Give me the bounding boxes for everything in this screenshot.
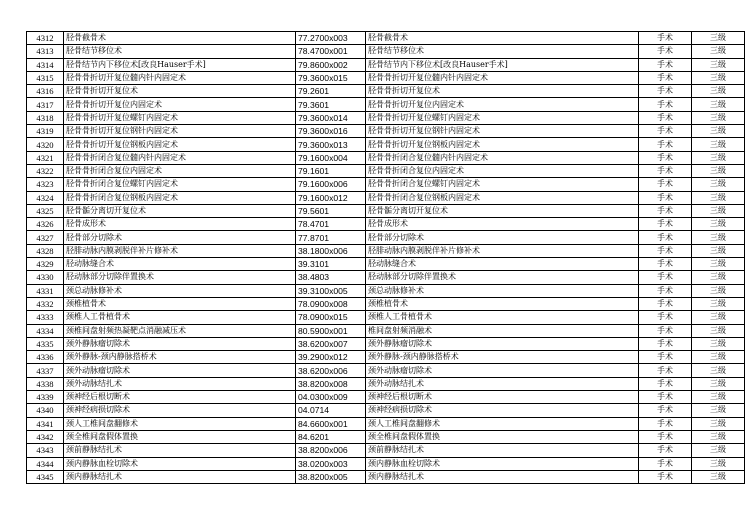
procedure-name-standard-cell: 胫骨骨折切开复位螺钉内固定术 bbox=[366, 111, 639, 124]
table-row bbox=[27, 32, 745, 45]
table-row bbox=[27, 284, 745, 297]
procedure-level-cell: 三级 bbox=[692, 417, 745, 430]
procedure-level-cell: 三级 bbox=[692, 164, 745, 177]
procedure-name-standard-cell: 颈内静脉结扎术 bbox=[366, 470, 639, 483]
row-number-cell: 4330 bbox=[27, 271, 64, 284]
procedure-name-standard-cell: 颈总动脉修补术 bbox=[366, 284, 639, 297]
procedure-type-cell: 手术 bbox=[639, 98, 692, 111]
procedure-name-standard-cell: 颈椎人工骨植骨术 bbox=[366, 311, 639, 324]
procedure-name-standard-cell: 胫骨结节移位术 bbox=[366, 45, 639, 58]
procedure-type-cell: 手术 bbox=[639, 218, 692, 231]
procedure-name-standard-cell: 胫骨骨折闭合复位内固定术 bbox=[366, 164, 639, 177]
procedure-type-cell: 手术 bbox=[639, 391, 692, 404]
row-number-cell: 4313 bbox=[27, 45, 64, 58]
table-row bbox=[27, 98, 745, 111]
procedure-level-cell: 三级 bbox=[692, 391, 745, 404]
procedure-name-standard-cell: 胫骨骨折闭合复位螺钉内固定术 bbox=[366, 178, 639, 191]
procedure-code-cell: 79.3600x016 bbox=[296, 125, 366, 138]
procedure-level-cell: 三级 bbox=[692, 364, 745, 377]
procedure-code-cell: 78.0900x015 bbox=[296, 311, 366, 324]
procedure-level-cell: 三级 bbox=[692, 377, 745, 390]
row-number-cell: 4332 bbox=[27, 297, 64, 310]
procedure-type-cell: 手术 bbox=[639, 125, 692, 138]
procedure-code-cell: 39.3101 bbox=[296, 258, 366, 271]
table-row bbox=[27, 430, 745, 443]
procedure-level-cell: 三级 bbox=[692, 204, 745, 217]
row-number-cell: 4340 bbox=[27, 404, 64, 417]
procedure-name-cell: 胫骨骨折切开复位髓内针内固定术 bbox=[64, 71, 296, 84]
table-row bbox=[27, 470, 745, 483]
procedure-level-cell: 三级 bbox=[692, 178, 745, 191]
procedure-name-cell: 胫骨骨折闭合复位螺钉内固定术 bbox=[64, 178, 296, 191]
procedure-name-standard-cell: 胫骨骨折切开复位内固定术 bbox=[366, 98, 639, 111]
procedure-level-cell: 三级 bbox=[692, 297, 745, 310]
procedure-type-cell: 手术 bbox=[639, 164, 692, 177]
procedure-level-cell: 三级 bbox=[692, 271, 745, 284]
row-number-cell: 4312 bbox=[27, 32, 64, 45]
procedure-code-cell: 78.4701 bbox=[296, 218, 366, 231]
procedure-name-cell: 胫骨骨折切开复位钢板内固定术 bbox=[64, 138, 296, 151]
procedure-name-cell: 胫动脉部分切除伴置换术 bbox=[64, 271, 296, 284]
procedure-name-standard-cell: 椎间盘射频消融术 bbox=[366, 324, 639, 337]
procedure-name-cell: 颈全椎间盘假体置换 bbox=[64, 430, 296, 443]
procedure-code-cell: 78.4700x001 bbox=[296, 45, 366, 58]
procedure-level-cell: 三级 bbox=[692, 470, 745, 483]
procedure-type-cell: 手术 bbox=[639, 85, 692, 98]
procedure-name-standard-cell: 颈全椎间盘假体置换 bbox=[366, 430, 639, 443]
procedure-code-cell: 38.8200x008 bbox=[296, 377, 366, 390]
procedure-code-cell: 80.5900x001 bbox=[296, 324, 366, 337]
procedure-name-standard-cell: 颈椎植骨术 bbox=[366, 297, 639, 310]
row-number-cell: 4321 bbox=[27, 151, 64, 164]
procedure-name-cell: 胫骨骨折闭合复位内固定术 bbox=[64, 164, 296, 177]
procedure-type-cell: 手术 bbox=[639, 324, 692, 337]
procedure-name-standard-cell: 胫动脉缝合术 bbox=[366, 258, 639, 271]
procedure-type-cell: 手术 bbox=[639, 138, 692, 151]
table-row bbox=[27, 58, 745, 71]
row-number-cell: 4320 bbox=[27, 138, 64, 151]
procedure-code-cell: 04.0714 bbox=[296, 404, 366, 417]
procedure-code-cell: 38.8200x006 bbox=[296, 444, 366, 457]
procedure-code-cell: 79.1600x006 bbox=[296, 178, 366, 191]
procedure-type-cell: 手术 bbox=[639, 284, 692, 297]
procedure-name-cell: 胫骨骨折切开复位钢针内固定术 bbox=[64, 125, 296, 138]
procedure-name-standard-cell: 颈内静脉血栓切除术 bbox=[366, 457, 639, 470]
procedure-name-standard-cell: 胫骨骨折闭合复位髓内针内固定术 bbox=[366, 151, 639, 164]
table-row bbox=[27, 138, 745, 151]
table-row bbox=[27, 231, 745, 244]
procedure-level-cell: 三级 bbox=[692, 111, 745, 124]
table-row bbox=[27, 178, 745, 191]
table-row bbox=[27, 297, 745, 310]
table-row bbox=[27, 244, 745, 257]
procedure-type-cell: 手术 bbox=[639, 364, 692, 377]
row-number-cell: 4344 bbox=[27, 457, 64, 470]
procedure-type-cell: 手术 bbox=[639, 470, 692, 483]
row-number-cell: 4345 bbox=[27, 470, 64, 483]
procedure-level-cell: 三级 bbox=[692, 244, 745, 257]
table-row bbox=[27, 125, 745, 138]
procedure-name-cell: 胫骨骨折切开复位螺钉内固定术 bbox=[64, 111, 296, 124]
procedure-type-cell: 手术 bbox=[639, 258, 692, 271]
procedure-name-cell: 颈内静脉结扎术 bbox=[64, 470, 296, 483]
procedure-name-standard-cell: 胫骨截骨术 bbox=[366, 32, 639, 45]
row-number-cell: 4325 bbox=[27, 204, 64, 217]
procedure-code-cell: 84.6600x001 bbox=[296, 417, 366, 430]
row-number-cell: 4342 bbox=[27, 430, 64, 443]
procedure-type-cell: 手术 bbox=[639, 457, 692, 470]
table-row bbox=[27, 271, 745, 284]
procedure-name-standard-cell: 颈神经病损切除术 bbox=[366, 404, 639, 417]
table-row bbox=[27, 45, 745, 58]
procedure-level-cell: 三级 bbox=[692, 444, 745, 457]
procedure-name-cell: 胫骨骺分离切开复位术 bbox=[64, 204, 296, 217]
table-row bbox=[27, 258, 745, 271]
procedure-name-standard-cell: 颈外静脉瘤切除术 bbox=[366, 337, 639, 350]
row-number-cell: 4335 bbox=[27, 337, 64, 350]
procedure-type-cell: 手术 bbox=[639, 204, 692, 217]
procedure-type-cell: 手术 bbox=[639, 377, 692, 390]
procedure-name-cell: 胫骨部分切除术 bbox=[64, 231, 296, 244]
procedure-type-cell: 手术 bbox=[639, 417, 692, 430]
row-number-cell: 4314 bbox=[27, 58, 64, 71]
procedure-name-cell: 颈椎人工骨植骨术 bbox=[64, 311, 296, 324]
procedure-type-cell: 手术 bbox=[639, 444, 692, 457]
procedure-code-cell: 79.1601 bbox=[296, 164, 366, 177]
row-number-cell: 4339 bbox=[27, 391, 64, 404]
procedure-type-cell: 手术 bbox=[639, 178, 692, 191]
procedure-code-cell: 79.3601 bbox=[296, 98, 366, 111]
procedure-table bbox=[26, 31, 745, 484]
procedure-name-cell: 胫骨骨折闭合复位钢板内固定术 bbox=[64, 191, 296, 204]
row-number-cell: 4324 bbox=[27, 191, 64, 204]
table-row bbox=[27, 191, 745, 204]
table-row bbox=[27, 71, 745, 84]
table-row bbox=[27, 351, 745, 364]
procedure-name-standard-cell: 胫骨骨折切开复位髓内针内固定术 bbox=[366, 71, 639, 84]
row-number-cell: 4317 bbox=[27, 98, 64, 111]
row-number-cell: 4331 bbox=[27, 284, 64, 297]
procedure-type-cell: 手术 bbox=[639, 32, 692, 45]
procedure-name-standard-cell: 胫骨结节内下移位术[改良Hauser手术] bbox=[366, 58, 639, 71]
procedure-name-cell: 颈前静脉结扎术 bbox=[64, 444, 296, 457]
procedure-name-standard-cell: 胫动脉部分切除伴置换术 bbox=[366, 271, 639, 284]
procedure-code-cell: 84.6201 bbox=[296, 430, 366, 443]
procedure-type-cell: 手术 bbox=[639, 337, 692, 350]
procedure-name-standard-cell: 颈外动脉瘤切除术 bbox=[366, 364, 639, 377]
procedure-name-cell: 颈神经后根切断术 bbox=[64, 391, 296, 404]
procedure-type-cell: 手术 bbox=[639, 71, 692, 84]
procedure-code-cell: 39.2900x012 bbox=[296, 351, 366, 364]
procedure-name-cell: 颈外静脉-颈内静脉搭桥术 bbox=[64, 351, 296, 364]
procedure-type-cell: 手术 bbox=[639, 404, 692, 417]
procedure-name-standard-cell: 胫骨骨折切开复位术 bbox=[366, 85, 639, 98]
row-number-cell: 4316 bbox=[27, 85, 64, 98]
procedure-type-cell: 手术 bbox=[639, 151, 692, 164]
table-row bbox=[27, 377, 745, 390]
procedure-type-cell: 手术 bbox=[639, 430, 692, 443]
procedure-type-cell: 手术 bbox=[639, 191, 692, 204]
table-row bbox=[27, 111, 745, 124]
procedure-table-body bbox=[27, 32, 745, 484]
procedure-level-cell: 三级 bbox=[692, 85, 745, 98]
procedure-code-cell: 79.5601 bbox=[296, 204, 366, 217]
procedure-code-cell: 38.6200x007 bbox=[296, 337, 366, 350]
procedure-type-cell: 手术 bbox=[639, 244, 692, 257]
row-number-cell: 4319 bbox=[27, 125, 64, 138]
procedure-code-cell: 79.2601 bbox=[296, 85, 366, 98]
procedure-level-cell: 三级 bbox=[692, 151, 745, 164]
procedure-code-cell: 38.8200x005 bbox=[296, 470, 366, 483]
procedure-level-cell: 三级 bbox=[692, 324, 745, 337]
procedure-name-standard-cell: 胫骨骨折闭合复位钢板内固定术 bbox=[366, 191, 639, 204]
procedure-name-standard-cell: 胫骨骨折切开复位钢针内固定术 bbox=[366, 125, 639, 138]
procedure-name-cell: 胫骨结节内下移位术[改良Hauser手术] bbox=[64, 58, 296, 71]
procedure-type-cell: 手术 bbox=[639, 45, 692, 58]
procedure-code-cell: 38.4803 bbox=[296, 271, 366, 284]
procedure-name-cell: 颈外静脉瘤切除术 bbox=[64, 337, 296, 350]
procedure-name-cell: 颈外动脉结扎术 bbox=[64, 377, 296, 390]
procedure-type-cell: 手术 bbox=[639, 297, 692, 310]
row-number-cell: 4326 bbox=[27, 218, 64, 231]
procedure-level-cell: 三级 bbox=[692, 337, 745, 350]
table-row bbox=[27, 164, 745, 177]
row-number-cell: 4328 bbox=[27, 244, 64, 257]
procedure-code-cell: 79.3600x013 bbox=[296, 138, 366, 151]
procedure-code-cell: 79.3600x014 bbox=[296, 111, 366, 124]
procedure-code-cell: 79.1600x012 bbox=[296, 191, 366, 204]
table-row bbox=[27, 417, 745, 430]
procedure-code-cell: 77.2700x003 bbox=[296, 32, 366, 45]
procedure-name-cell: 颈人工椎间盘翻修术 bbox=[64, 417, 296, 430]
procedure-name-cell: 颈椎间盘射频热凝靶点消融减压术 bbox=[64, 324, 296, 337]
procedure-name-cell: 胫骨骨折切开复位术 bbox=[64, 85, 296, 98]
procedure-code-cell: 79.1600x004 bbox=[296, 151, 366, 164]
procedure-level-cell: 三级 bbox=[692, 218, 745, 231]
procedure-type-cell: 手术 bbox=[639, 58, 692, 71]
procedure-level-cell: 三级 bbox=[692, 404, 745, 417]
procedure-level-cell: 三级 bbox=[692, 457, 745, 470]
row-number-cell: 4338 bbox=[27, 377, 64, 390]
procedure-name-standard-cell: 胫骨部分切除术 bbox=[366, 231, 639, 244]
procedure-type-cell: 手术 bbox=[639, 111, 692, 124]
procedure-type-cell: 手术 bbox=[639, 231, 692, 244]
table-row bbox=[27, 364, 745, 377]
procedure-name-cell: 胫骨结节移位术 bbox=[64, 45, 296, 58]
table-row bbox=[27, 391, 745, 404]
procedure-level-cell: 三级 bbox=[692, 125, 745, 138]
procedure-level-cell: 三级 bbox=[692, 191, 745, 204]
row-number-cell: 4337 bbox=[27, 364, 64, 377]
procedure-level-cell: 三级 bbox=[692, 258, 745, 271]
procedure-name-standard-cell: 颈外静脉-颈内静脉搭桥术 bbox=[366, 351, 639, 364]
row-number-cell: 4336 bbox=[27, 351, 64, 364]
procedure-code-cell: 38.6200x006 bbox=[296, 364, 366, 377]
procedure-code-cell: 04.0300x009 bbox=[296, 391, 366, 404]
procedure-name-cell: 颈神经病损切除术 bbox=[64, 404, 296, 417]
procedure-code-cell: 77.8701 bbox=[296, 231, 366, 244]
row-number-cell: 4322 bbox=[27, 164, 64, 177]
row-number-cell: 4334 bbox=[27, 324, 64, 337]
procedure-name-cell: 颈内静脉血栓切除术 bbox=[64, 457, 296, 470]
procedure-level-cell: 三级 bbox=[692, 231, 745, 244]
table-row bbox=[27, 151, 745, 164]
row-number-cell: 4329 bbox=[27, 258, 64, 271]
procedure-name-standard-cell: 颈人工椎间盘翻修术 bbox=[366, 417, 639, 430]
row-number-cell: 4323 bbox=[27, 178, 64, 191]
procedure-level-cell: 三级 bbox=[692, 284, 745, 297]
procedure-level-cell: 三级 bbox=[692, 45, 745, 58]
procedure-name-cell: 颈外动脉瘤切除术 bbox=[64, 364, 296, 377]
row-number-cell: 4343 bbox=[27, 444, 64, 457]
procedure-level-cell: 三级 bbox=[692, 58, 745, 71]
table-row bbox=[27, 457, 745, 470]
procedure-name-cell: 颈椎植骨术 bbox=[64, 297, 296, 310]
table-row bbox=[27, 218, 745, 231]
table-row bbox=[27, 324, 745, 337]
procedure-name-cell: 胫动脉缝合术 bbox=[64, 258, 296, 271]
table-row bbox=[27, 337, 745, 350]
procedure-code-cell: 78.0900x008 bbox=[296, 297, 366, 310]
procedure-level-cell: 三级 bbox=[692, 311, 745, 324]
procedure-type-cell: 手术 bbox=[639, 351, 692, 364]
procedure-code-cell: 38.0200x003 bbox=[296, 457, 366, 470]
procedure-name-cell: 胫骨截骨术 bbox=[64, 32, 296, 45]
procedure-name-cell: 胫腓动脉内膜剥脱伴补片修补术 bbox=[64, 244, 296, 257]
procedure-level-cell: 三级 bbox=[692, 98, 745, 111]
procedure-name-cell: 颈总动脉修补术 bbox=[64, 284, 296, 297]
procedure-level-cell: 三级 bbox=[692, 430, 745, 443]
row-number-cell: 4327 bbox=[27, 231, 64, 244]
procedure-name-standard-cell: 颈神经后根切断术 bbox=[366, 391, 639, 404]
procedure-name-standard-cell: 胫腓动脉内膜剥脱伴补片修补术 bbox=[366, 244, 639, 257]
procedure-name-standard-cell: 胫骨成形术 bbox=[366, 218, 639, 231]
table-row bbox=[27, 85, 745, 98]
procedure-code-cell: 79.8600x002 bbox=[296, 58, 366, 71]
procedure-name-cell: 胫骨骨折闭合复位髓内针内固定术 bbox=[64, 151, 296, 164]
table-row bbox=[27, 404, 745, 417]
table-row bbox=[27, 204, 745, 217]
procedure-code-cell: 79.3600x015 bbox=[296, 71, 366, 84]
procedure-name-standard-cell: 颈外动脉结扎术 bbox=[366, 377, 639, 390]
row-number-cell: 4341 bbox=[27, 417, 64, 430]
row-number-cell: 4318 bbox=[27, 111, 64, 124]
row-number-cell: 4333 bbox=[27, 311, 64, 324]
procedure-name-cell: 胫骨骨折切开复位内固定术 bbox=[64, 98, 296, 111]
procedure-level-cell: 三级 bbox=[692, 351, 745, 364]
row-number-cell: 4315 bbox=[27, 71, 64, 84]
procedure-name-standard-cell: 胫骨骺分离切开复位术 bbox=[366, 204, 639, 217]
procedure-level-cell: 三级 bbox=[692, 71, 745, 84]
procedure-name-standard-cell: 胫骨骨折切开复位钢板内固定术 bbox=[366, 138, 639, 151]
table-row bbox=[27, 311, 745, 324]
procedure-code-cell: 38.1800x006 bbox=[296, 244, 366, 257]
procedure-code-cell: 39.3100x005 bbox=[296, 284, 366, 297]
procedure-type-cell: 手术 bbox=[639, 311, 692, 324]
procedure-level-cell: 三级 bbox=[692, 32, 745, 45]
procedure-level-cell: 三级 bbox=[692, 138, 745, 151]
procedure-type-cell: 手术 bbox=[639, 271, 692, 284]
procedure-name-standard-cell: 颈前静脉结扎术 bbox=[366, 444, 639, 457]
procedure-name-cell: 胫骨成形术 bbox=[64, 218, 296, 231]
table-row bbox=[27, 444, 745, 457]
